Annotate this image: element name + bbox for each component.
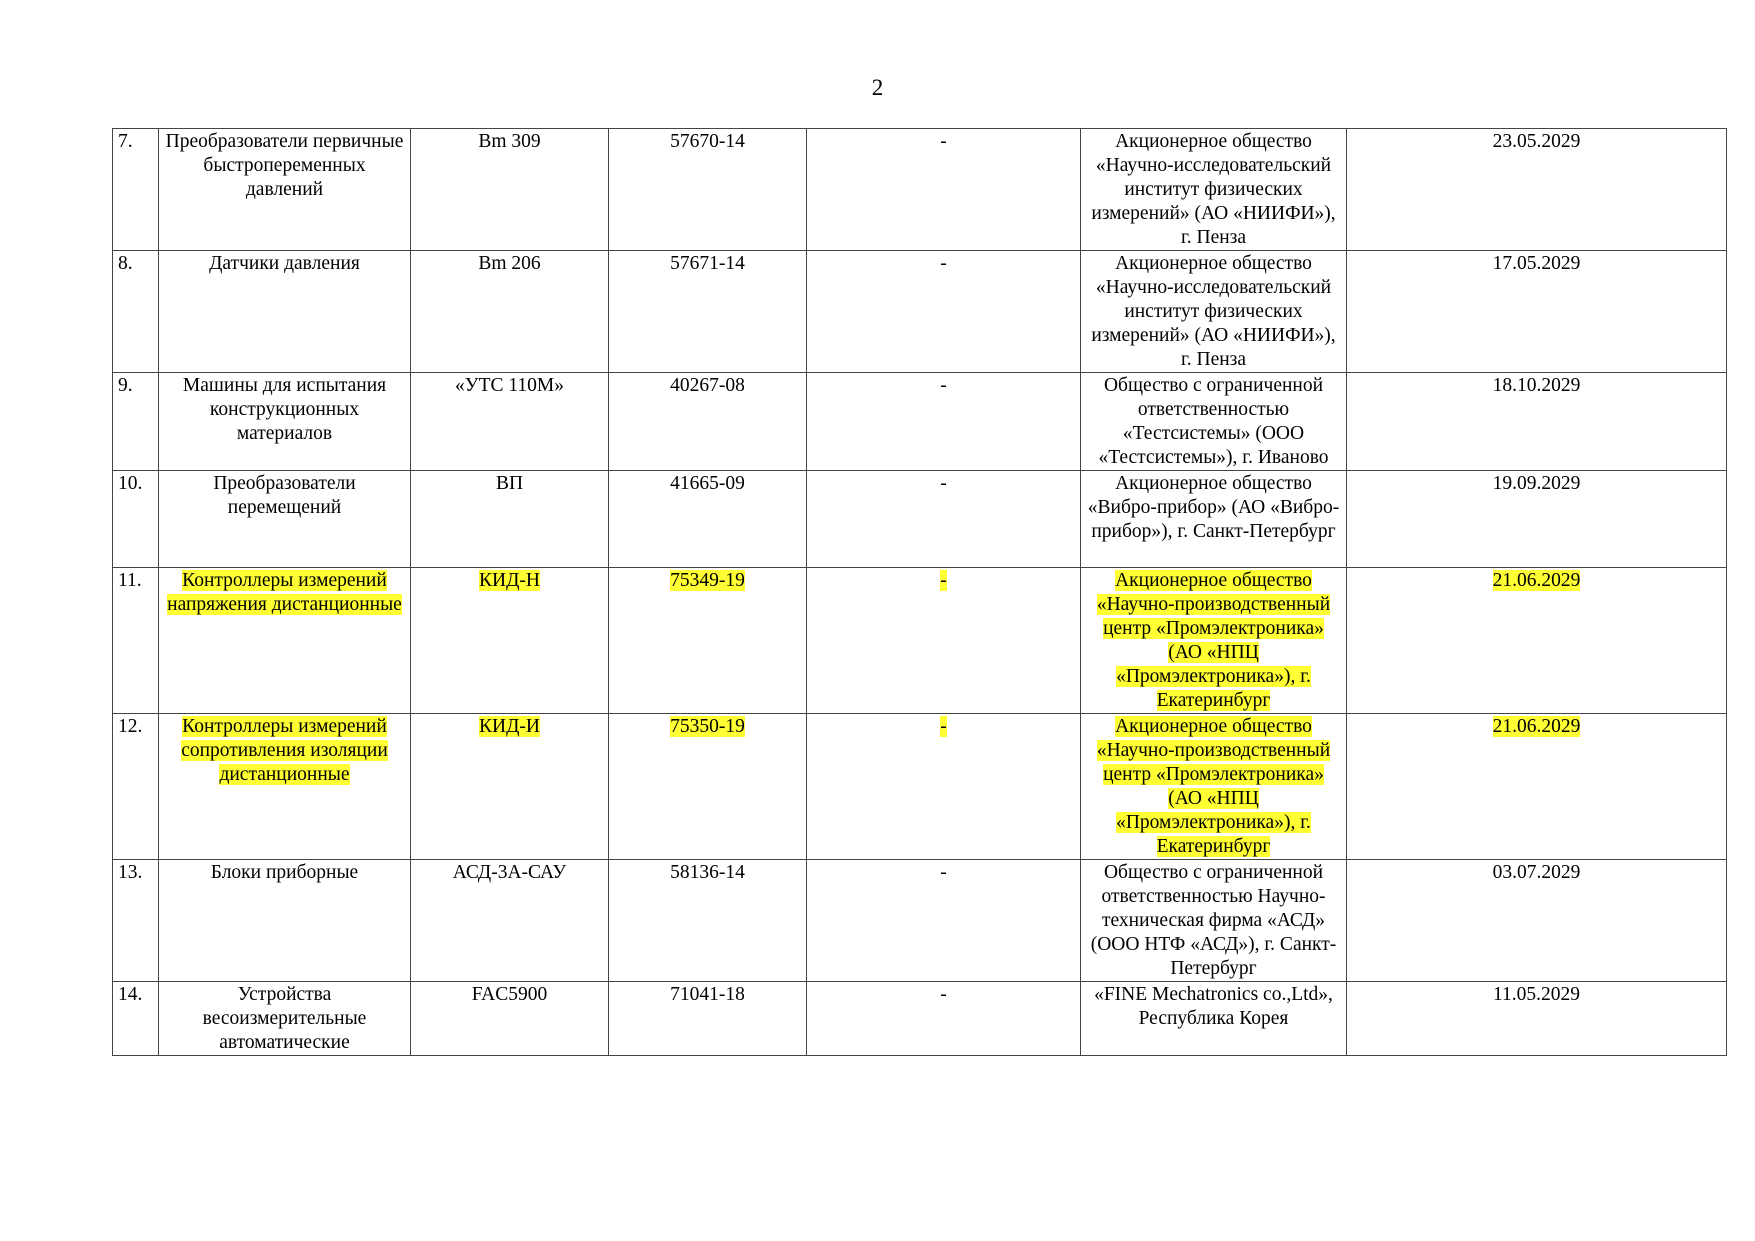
modification-cell	[807, 982, 1081, 1056]
manufacturer-cell	[1081, 982, 1347, 1056]
instrument-name: Датчики давления	[209, 253, 360, 274]
registry-number: 57671-14	[670, 253, 745, 274]
row-number-cell	[113, 568, 159, 714]
row-number: 11.	[118, 570, 142, 591]
instrument-name-cell	[159, 714, 411, 860]
modification-cell	[807, 129, 1081, 251]
manufacturer-cell	[1081, 373, 1347, 471]
instrument-type-cell	[411, 373, 609, 471]
instrument-name: Преобразователи перемещений	[213, 473, 356, 518]
modification-cell	[807, 373, 1081, 471]
table-row	[113, 860, 1727, 982]
modification: -	[940, 131, 947, 152]
row-number: 8.	[118, 253, 133, 274]
instrument-type-cell	[411, 471, 609, 568]
valid-until-date: 11.05.2029	[1492, 984, 1581, 1005]
registry-table	[112, 128, 1727, 1056]
registry-number: 71041-18	[670, 984, 745, 1005]
instrument-name: Устройства весоизмерительные автоматические	[202, 984, 367, 1053]
valid-until-date-cell	[1347, 982, 1727, 1056]
manufacturer-cell	[1081, 471, 1347, 568]
row-number: 13.	[118, 862, 143, 883]
registry-number-cell	[609, 714, 807, 860]
instrument-name: Преобразователи первичные быстропеременных давлений	[165, 131, 404, 200]
row-number-cell	[113, 714, 159, 860]
instrument-type-cell	[411, 568, 609, 714]
row-number-cell	[113, 373, 159, 471]
manufacturer: Акционерное общество «Научно-производственный центр «Промэлектроника» (АО «НПЦ «Промэлектроника»), г. Екатеринбург	[1096, 570, 1331, 711]
registry-number-cell	[609, 129, 807, 251]
registry-number-cell	[609, 860, 807, 982]
valid-until-date: 23.05.2029	[1492, 131, 1581, 152]
manufacturer-cell	[1081, 568, 1347, 714]
valid-until-date: 17.05.2029	[1492, 253, 1581, 274]
instrument-name: Контроллеры измерений напряжения дистанционные	[167, 570, 402, 615]
row-number: 14.	[118, 984, 143, 1005]
instrument-type: «УТС 110М»	[455, 375, 564, 396]
registry-number: 75349-19	[670, 570, 745, 591]
table-row	[113, 568, 1727, 714]
valid-until-date: 18.10.2029	[1492, 375, 1581, 396]
valid-until-date: 03.07.2029	[1492, 862, 1581, 883]
row-number: 12.	[118, 716, 143, 737]
modification: -	[940, 473, 947, 494]
registry-number: 41665-09	[670, 473, 745, 494]
registry-number-cell	[609, 373, 807, 471]
table-row	[113, 982, 1727, 1056]
registry-number: 58136-14	[670, 862, 745, 883]
instrument-name-cell	[159, 373, 411, 471]
modification: -	[940, 716, 947, 737]
instrument-type: Bm 309	[478, 131, 541, 152]
instrument-name-cell	[159, 129, 411, 251]
modification-cell	[807, 860, 1081, 982]
valid-until-date-cell	[1347, 373, 1727, 471]
table-row	[113, 471, 1727, 568]
row-number: 7.	[118, 131, 133, 152]
registry-number: 40267-08	[670, 375, 745, 396]
instrument-type: КИД-И	[479, 716, 540, 737]
instrument-type-cell	[411, 982, 609, 1056]
row-number-cell	[113, 471, 159, 568]
valid-until-date: 21.06.2029	[1492, 570, 1581, 591]
valid-until-date: 19.09.2029	[1492, 473, 1581, 494]
instrument-name-cell	[159, 982, 411, 1056]
valid-until-date-cell	[1347, 129, 1727, 251]
row-number: 9.	[118, 375, 133, 396]
manufacturer: Общество с ограниченной ответственностью «Тестсистемы» (ООО «Тестсистемы»), г. Иваново	[1098, 375, 1329, 468]
registry-number: 75350-19	[670, 716, 745, 737]
manufacturer: Акционерное общество «Вибро-прибор» (АО «Вибро-прибор»), г. Санкт-Петербург	[1087, 473, 1340, 542]
table-row	[113, 251, 1727, 373]
modification: -	[940, 375, 947, 396]
manufacturer: «FINE Mechatronics co.,Ltd», Республика Корея	[1094, 984, 1333, 1029]
instrument-name-cell	[159, 251, 411, 373]
registry-number-cell	[609, 251, 807, 373]
modification: -	[940, 570, 947, 591]
registry-number-cell	[609, 568, 807, 714]
valid-until-date: 21.06.2029	[1492, 716, 1581, 737]
manufacturer: Общество с ограниченной ответственностью Научно-техническая фирма «АСД» (ООО НТФ «АСД»), г. Санкт-Петербург	[1090, 862, 1337, 979]
modification-cell	[807, 568, 1081, 714]
modification-cell	[807, 471, 1081, 568]
valid-until-date-cell	[1347, 860, 1727, 982]
instrument-type: КИД-Н	[479, 570, 540, 591]
row-number-cell	[113, 251, 159, 373]
modification: -	[940, 253, 947, 274]
row-number-cell	[113, 982, 159, 1056]
valid-until-date-cell	[1347, 714, 1727, 860]
table-row	[113, 714, 1727, 860]
instrument-type: АСД-3А-САУ	[452, 862, 567, 883]
instrument-type-cell	[411, 251, 609, 373]
modification-cell	[807, 714, 1081, 860]
registry-number-cell	[609, 471, 807, 568]
instrument-type: FAC5900	[471, 984, 548, 1005]
modification-cell	[807, 251, 1081, 373]
instrument-type: ВП	[495, 473, 524, 494]
valid-until-date-cell	[1347, 568, 1727, 714]
instrument-name: Контроллеры измерений сопротивления изоляции дистанционные	[181, 716, 388, 785]
row-number-cell	[113, 860, 159, 982]
instrument-name-cell	[159, 860, 411, 982]
valid-until-date-cell	[1347, 251, 1727, 373]
valid-until-date-cell	[1347, 471, 1727, 568]
manufacturer-cell	[1081, 860, 1347, 982]
instrument-name: Машины для испытания конструкционных материалов	[182, 375, 387, 444]
instrument-name-cell	[159, 568, 411, 714]
manufacturer: Акционерное общество «Научно-исследовательский институт физических измерений» (АО «НИИФИ»), г. Пенза	[1091, 253, 1336, 370]
registry-number: 57670-14	[670, 131, 745, 152]
instrument-name-cell	[159, 471, 411, 568]
instrument-name: Блоки приборные	[210, 862, 359, 883]
table-row	[113, 129, 1727, 251]
manufacturer-cell	[1081, 129, 1347, 251]
manufacturer: Акционерное общество «Научно-исследовательский институт физических измерений» (АО «НИИФИ»), г. Пенза	[1091, 131, 1336, 248]
instrument-type: Bm 206	[478, 253, 541, 274]
instrument-type-cell	[411, 129, 609, 251]
row-number: 10.	[118, 473, 143, 494]
modification: -	[940, 862, 947, 883]
page-number: 2	[871, 75, 884, 100]
manufacturer: Акционерное общество «Научно-производственный центр «Промэлектроника» (АО «НПЦ «Промэлектроника»), г. Екатеринбург	[1096, 716, 1331, 857]
manufacturer-cell	[1081, 714, 1347, 860]
registry-number-cell	[609, 982, 807, 1056]
instrument-type-cell	[411, 714, 609, 860]
manufacturer-cell	[1081, 251, 1347, 373]
modification: -	[940, 984, 947, 1005]
table-row	[113, 373, 1727, 471]
row-number-cell	[113, 129, 159, 251]
instrument-type-cell	[411, 860, 609, 982]
